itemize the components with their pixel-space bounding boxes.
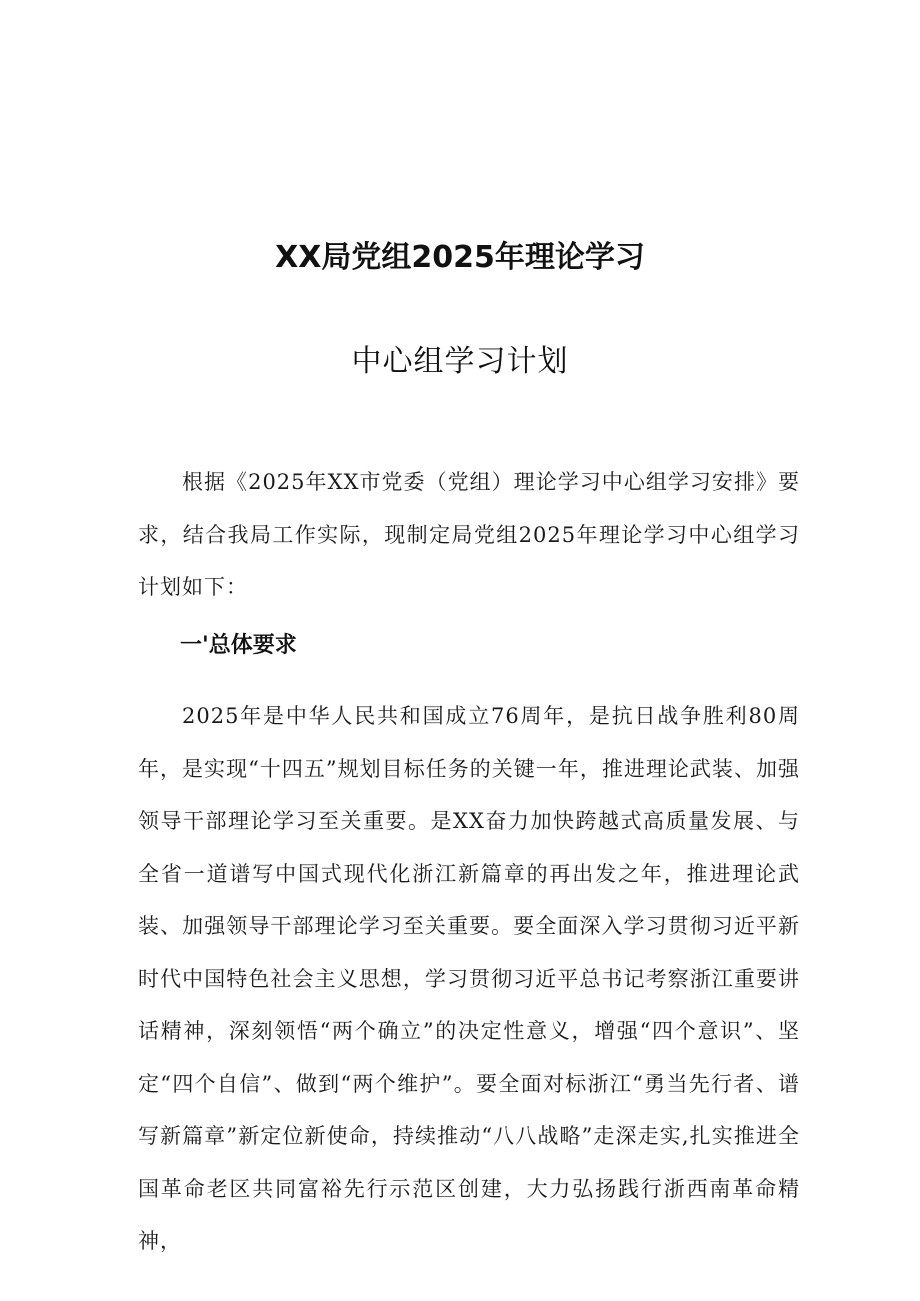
document-title-line-1: XX局党组2025年理论学习 [275,240,645,276]
document-title-line-2: 中心组学习计划 [351,344,569,380]
intro-paragraph: 根据《2025年XX市党委（党组）理论学习中心组学习安排》要求，结合我局工作实际，现制定局党组2025年理论学习中心组学习计划如下： [138,470,800,599]
section-paragraph: 2025年是中华人民共和国成立76周年，是抗日战争胜利80周年，是实现“十四五”规划目标任务的关键一年，推进理论武装、加强领导干部理论学习至关重要。是XX奋力加快跨越式高质量发展、与全省一道谱写中国式现代化浙江新篇章的再出发之年，推进理论武装、加强领导干部理论学习至关重要。要全面深入学习贯彻习近平新时代中国特色社会主义思想，学习贯彻习近平总书记考察浙江重要讲话精神，深刻领悟“两个确立”的决定性意义，增强“四个意识”、坚定“四个自信”、做到“两个维护”。要全面对标浙江“勇当先行者、谱写新篇章”新定位新使命，持续推动“八八战略”走深走实,扎实推进全国革命老区共同富裕先行示范区创建，大力弘扬践行浙西南革命精神， [138,704,800,1253]
section-heading-overall-requirements: 一'总体要求 [180,633,297,658]
